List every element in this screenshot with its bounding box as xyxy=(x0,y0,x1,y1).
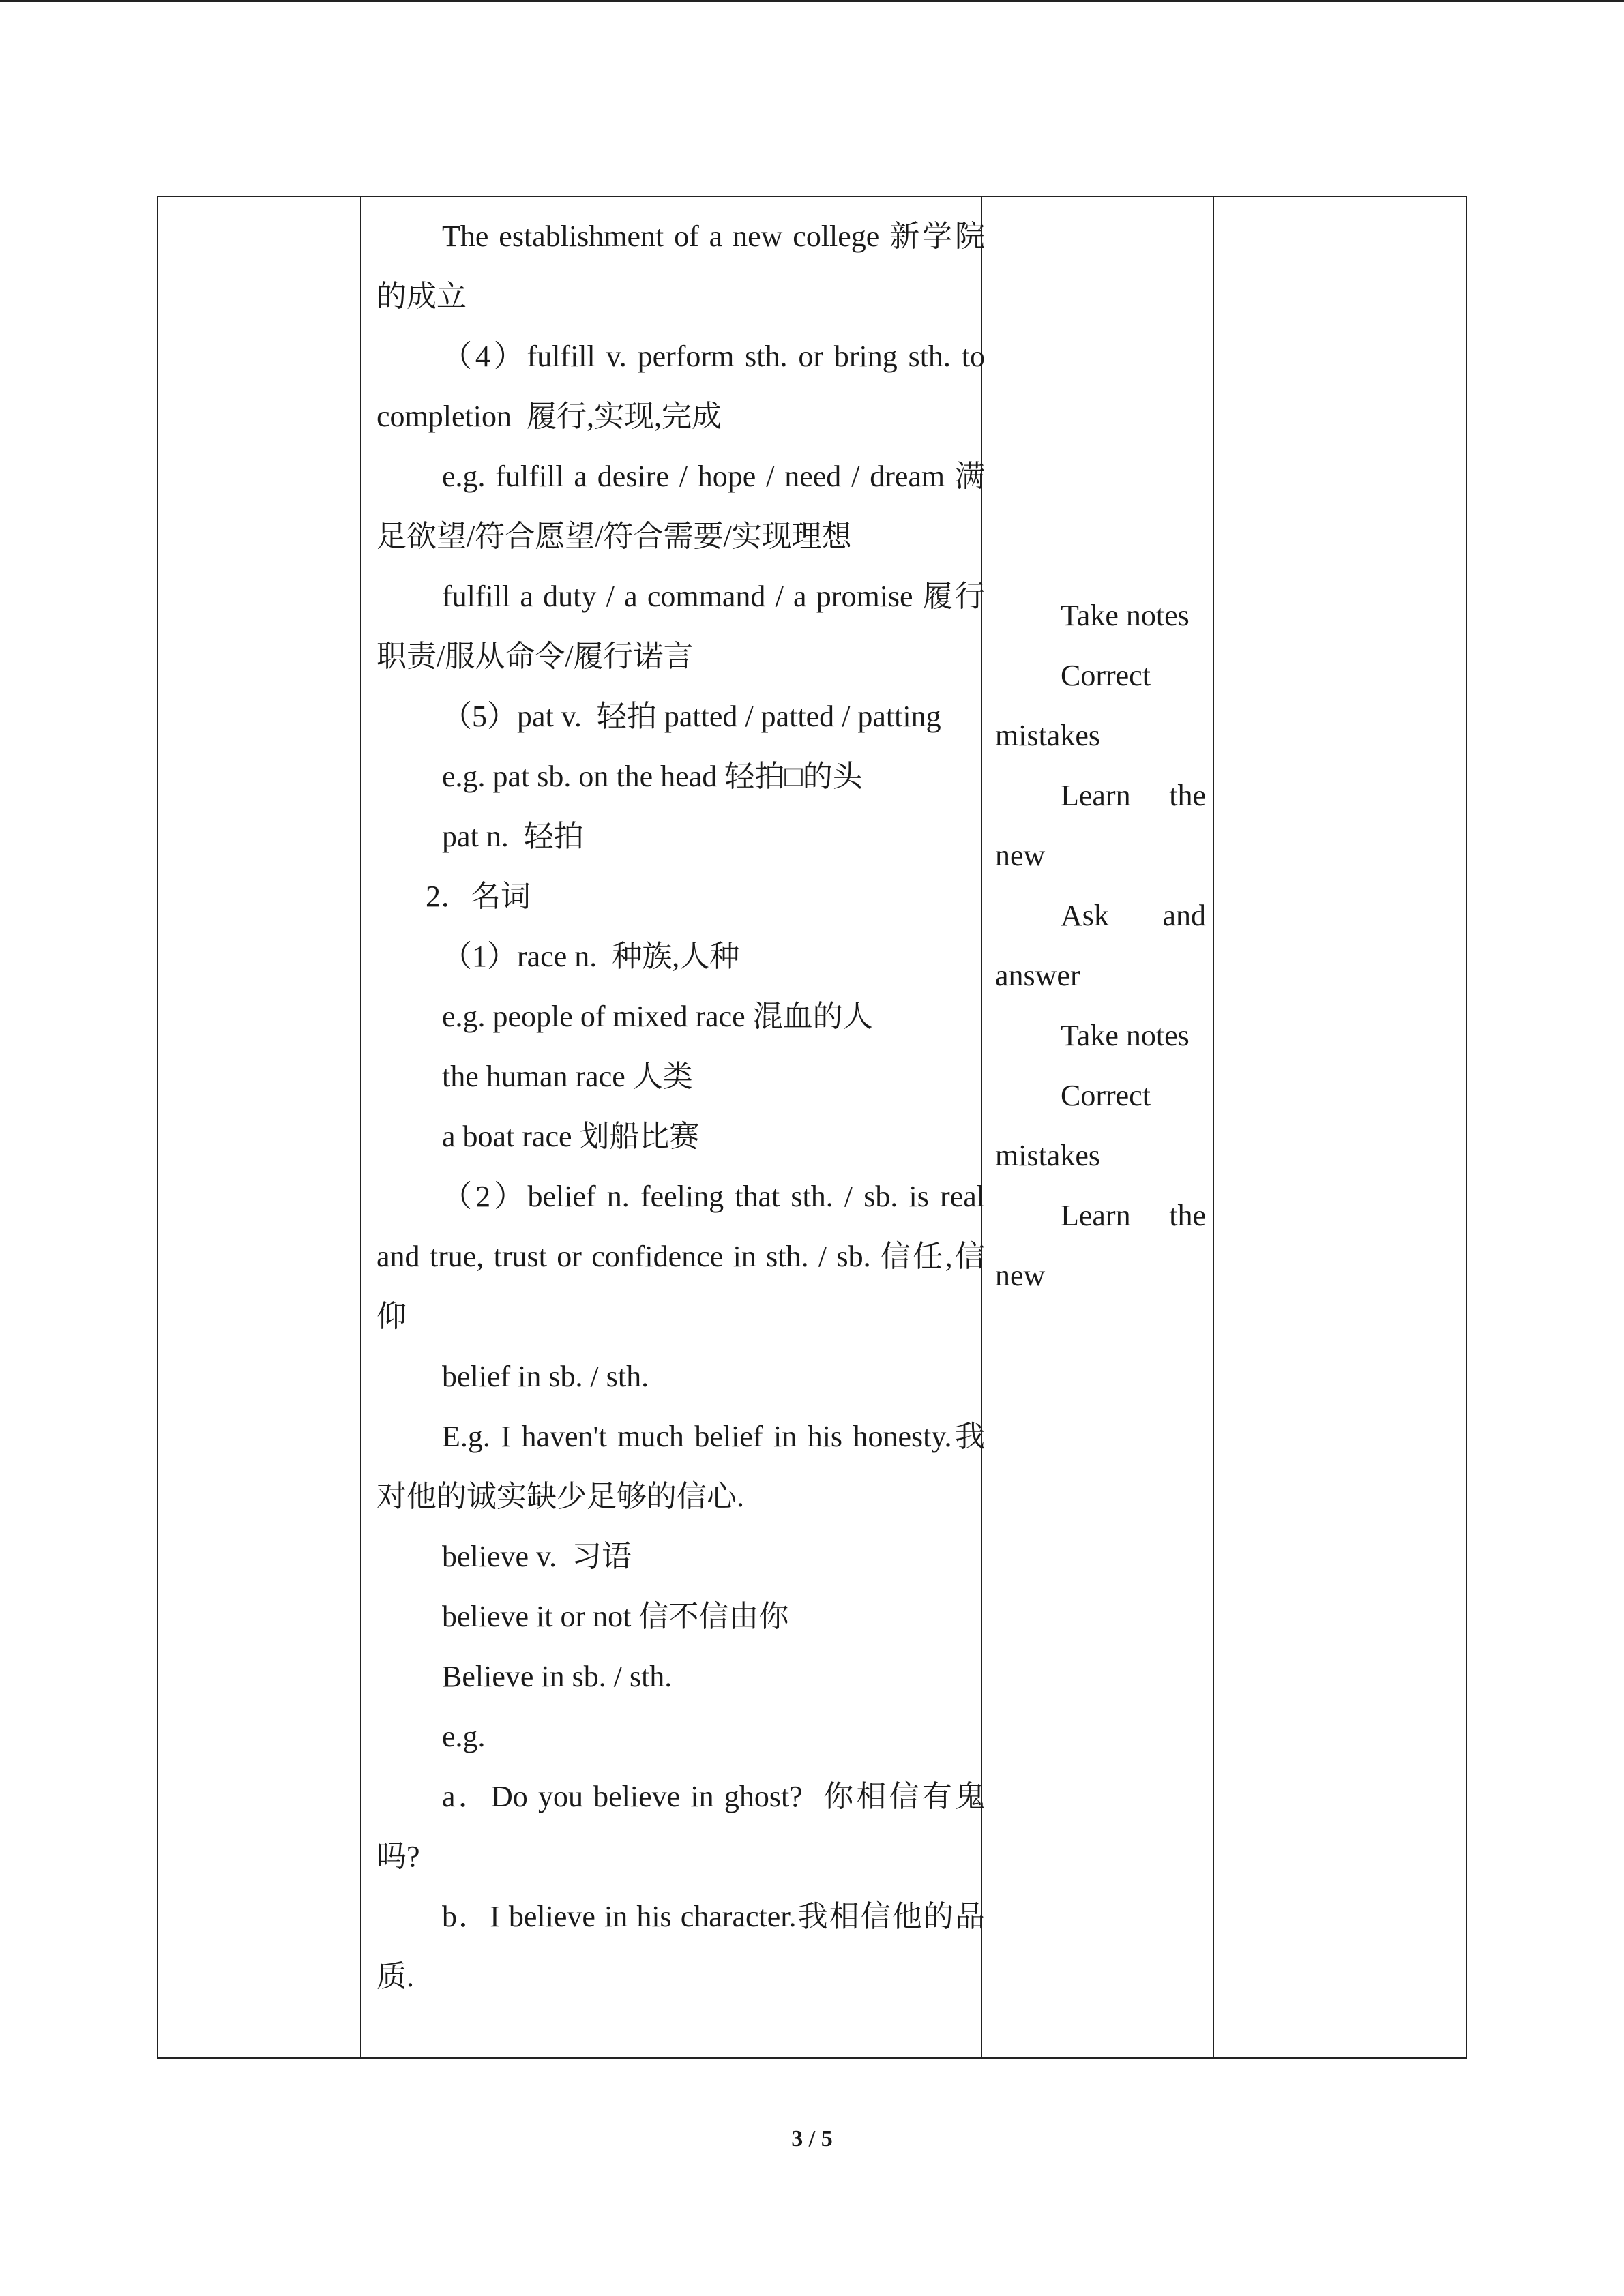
activity-item: Learn the new xyxy=(995,779,1206,872)
content-paragraph: b．I believe in his character.我相信他的品质. xyxy=(377,1900,985,1993)
content-paragraph: e.g. people of mixed race 混血的人 xyxy=(442,1000,873,1033)
section-heading: 2．名词 xyxy=(426,880,531,913)
content-paragraph: The establishment of a new college 新学院的成立 xyxy=(377,220,985,313)
content-paragraph: belief in sb. / sth. xyxy=(442,1360,649,1393)
column-divider xyxy=(360,197,361,2057)
activity-item: Correct mistakes xyxy=(995,659,1151,752)
content-paragraph: （1）race n. 种族,人种 xyxy=(442,940,740,973)
column-divider xyxy=(1213,197,1214,2057)
teaching-content-cell xyxy=(377,207,992,2007)
content-paragraph: e.g. xyxy=(442,1720,486,1753)
content-paragraph: pat n. 轻拍 xyxy=(442,820,584,853)
content-paragraph: Believe in sb. / sth. xyxy=(442,1660,673,1693)
content-paragraph: e.g. fulfill a desire / hope / need / dream 满足欲望/符合愿望/符合需要/实现理想 xyxy=(377,460,985,553)
top-border-line xyxy=(0,0,1624,2)
lesson-plan-table xyxy=(157,196,1467,2059)
activity-item: Take notes xyxy=(1061,1019,1190,1052)
content-paragraph: a boat race 划船比赛 xyxy=(442,1120,700,1153)
content-paragraph: believe it or not 信不信由你 xyxy=(442,1600,789,1633)
activity-item: Correct mistakes xyxy=(995,1079,1151,1172)
activity-item: Take notes xyxy=(1061,599,1190,632)
content-paragraph: a．Do you believe in ghost? 你相信有鬼吗? xyxy=(377,1780,985,1873)
content-paragraph: fulfill a duty / a command / a promise 履行职责/服从命令/履行诺言 xyxy=(377,580,985,673)
content-paragraph: （5）pat v. 轻拍 patted / patted / patting xyxy=(442,700,941,733)
activity-item: Ask and answer xyxy=(995,899,1206,992)
content-paragraph: the human race 人类 xyxy=(442,1060,693,1093)
content-paragraph: E.g. I haven't much belief in his honesty.我对他的诚实缺少足够的信心. xyxy=(377,1420,985,1513)
content-paragraph: e.g. pat sb. on the head 轻拍□的头 xyxy=(442,760,863,793)
content-paragraph: （4）fulfill v. perform sth. or bring sth. to completion 履行,实现,完成 xyxy=(377,340,992,433)
page-number: 3 / 5 xyxy=(791,2126,833,2151)
student-activity-cell xyxy=(995,586,1206,1306)
content-paragraph: believe v. 习语 xyxy=(442,1540,632,1573)
activity-item: Learn the new xyxy=(995,1199,1206,1292)
content-paragraph: （2）belief n. feeling that sth. / sb. is real and true, trust or confidence in sth. / sb. 信任,信仰 xyxy=(377,1180,992,1333)
